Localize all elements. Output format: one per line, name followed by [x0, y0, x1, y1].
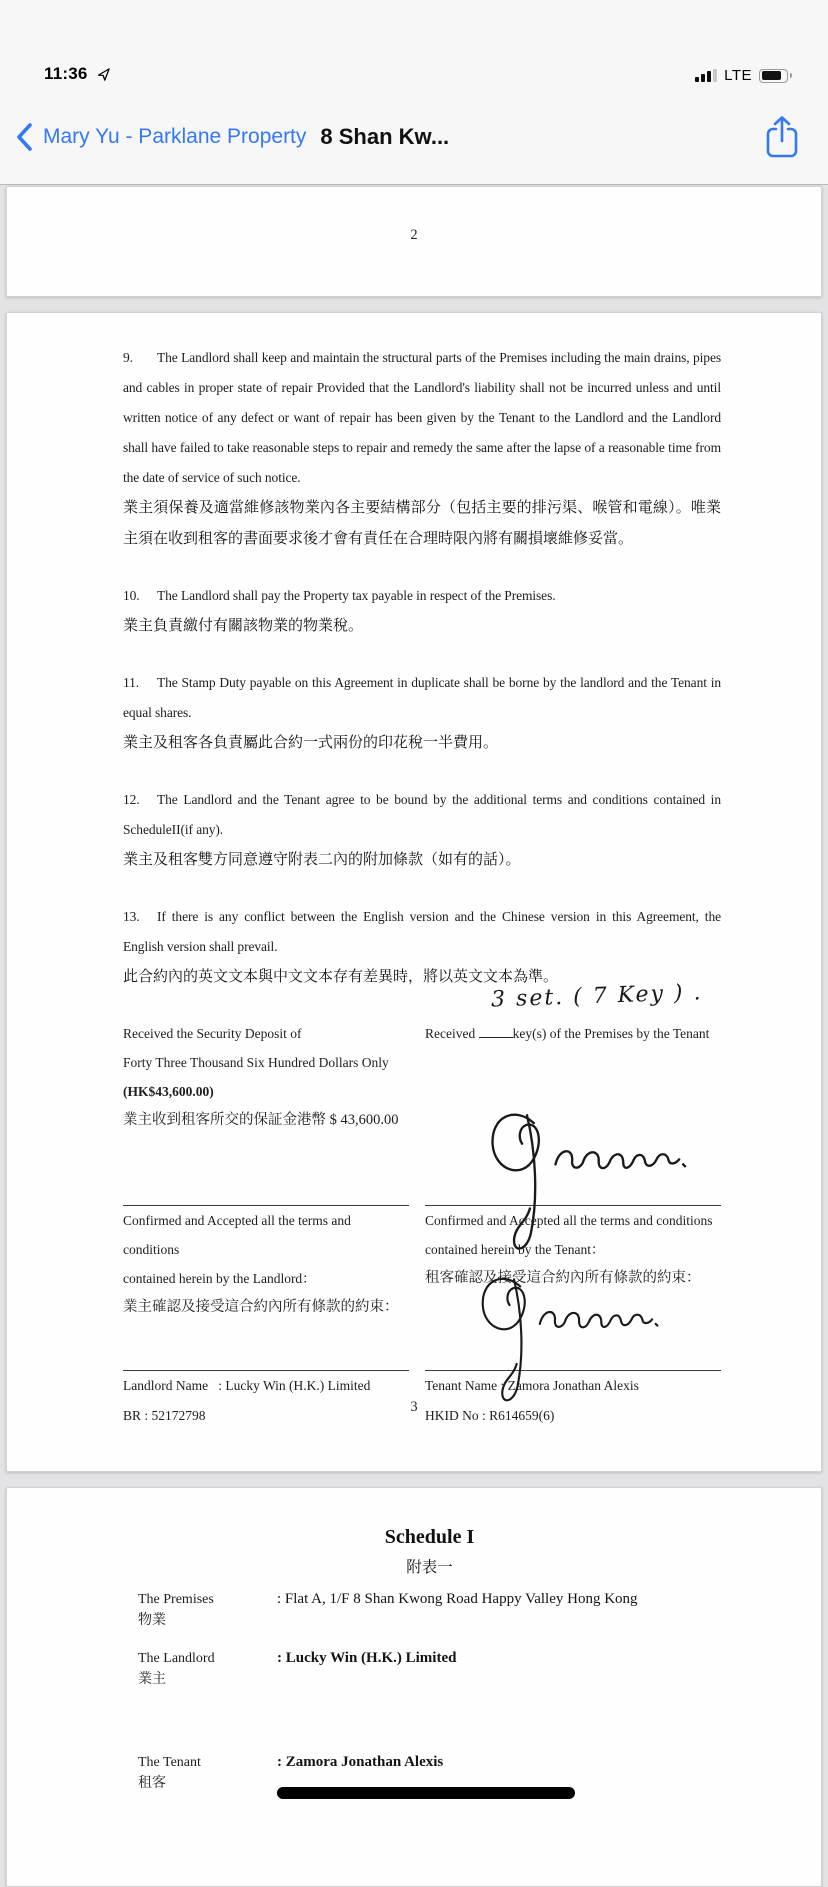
schedule-row-landlord	[138, 1648, 721, 1690]
clause-number: 12.	[123, 792, 140, 807]
confirm-landlord-2: contained herein by the Landlord：	[123, 1271, 316, 1286]
battery-icon	[759, 69, 788, 83]
document-title: 8 Shan Kw...	[320, 124, 450, 149]
schedule-title: Schedule I	[384, 1526, 475, 1548]
back-label: Mary Yu - Parklane Property	[43, 125, 307, 148]
clause-text-zh: 業主負責繳付有關該物業的物業稅。	[123, 618, 364, 634]
clause-text-zh: 業主及租客各負責屬此合約一式兩份的印花稅一半費用。	[123, 735, 499, 751]
keys-blank-field	[479, 1025, 513, 1038]
clause-text-en: 11. The Stamp Duty payable on this Agreement in duplicate shall be borne by the landlord and the Tenant in equal shares.	[123, 668, 721, 728]
status-bar	[0, 0, 828, 90]
nav-bar	[0, 90, 828, 185]
clause-text-zh: 此合約內的英文文本與中文文本存有差異時，將以英文文本為準。	[123, 969, 559, 985]
premises-label-en: The Premises	[138, 1592, 214, 1607]
share-icon	[765, 115, 799, 159]
page-2-card	[6, 186, 822, 297]
clause-text-en: 12. The Landlord and the Tenant agree to be bound by the additional terms and conditions contained in ScheduleII(if any).	[123, 785, 721, 845]
confirm-landlord-1: Confirmed and Accepted all the terms and conditions	[123, 1213, 351, 1257]
clause-13	[123, 902, 721, 993]
schedule-row-premises	[138, 1589, 721, 1631]
clause-number: 13.	[123, 909, 140, 924]
security-deposit-block	[123, 1019, 409, 1135]
confirm-tenant-zh: 租客確認及接受這合約內所有條款的約束：	[425, 1270, 701, 1286]
document-scroll-area[interactable]	[0, 186, 828, 1792]
clause-text-en: 13. If there is any conflict between the English version and the Chinese version in this Agreement, the English version shall prevail.	[123, 902, 721, 962]
premises-value: : Flat A, 1/F 8 Shan Kwong Road Happy Valley Hong Kong	[277, 1591, 638, 1607]
page-3-card	[6, 312, 822, 1472]
tenant-hkid: HKID No : R614659(6)	[425, 1408, 555, 1423]
tenant-label-zh: 租客	[138, 1776, 166, 1791]
landlord-br-number: BR : 52172798	[123, 1408, 206, 1423]
location-arrow-icon	[96, 67, 111, 82]
tenant-signature	[473, 1107, 689, 1255]
clause-text-zh: 業主及租客雙方同意遵守附表二內的附加條款（如有的話）。	[123, 852, 521, 868]
deposit-line-2: Forty Three Thousand Six Hundred Dollars Only	[123, 1055, 389, 1070]
clause-number: 9.	[123, 350, 133, 365]
confirm-tenant-2: contained herein by the Tenant：	[425, 1242, 605, 1257]
tenant-label-en: The Tenant	[138, 1755, 201, 1770]
premises-label-zh: 物業	[138, 1613, 166, 1628]
clause-number: 10.	[123, 588, 140, 603]
clause-text-en: 9. The Landlord shall keep and maintain the structural parts of the Premises including the main drains, pipes and cables in proper state of repair Provided that the Landlord's liability shall not be incurred unless and until written notice of any defect or want of repair has been given by the Tenant to the Landlord and the Landlord shall have failed to take reasonable steps to repair and remedy the same after the lapse of a reasonable time from the date of service of such notice.	[123, 343, 721, 493]
confirm-tenant-1: Confirmed and Accepted all the terms and conditions	[425, 1213, 713, 1228]
landlord-label-en: The Landlord	[138, 1651, 215, 1666]
clock-label: 11:36	[44, 64, 88, 83]
deposit-amount: (HK$43,600.00)	[123, 1084, 214, 1099]
redaction-bar	[277, 1787, 575, 1799]
tenant-name: Tenant Name : Zamora Jonathan Alexis	[425, 1378, 639, 1393]
landlord-name: Landlord Name : Lucky Win (H.K.) Limited	[123, 1378, 371, 1393]
deposit-line-1: Received the Security Deposit of	[123, 1026, 302, 1041]
landlord-label-zh: 業主	[138, 1672, 166, 1687]
keys-received-line: Received key(s) of the Premises by the Tenant	[425, 1026, 710, 1041]
clause-text-en: 10. The Landlord shall pay the Property tax payable in respect of the Premises.	[123, 581, 721, 611]
chevron-left-icon	[16, 122, 33, 152]
schedule-page-card	[6, 1487, 822, 1887]
tenant-signature-2	[465, 1272, 661, 1406]
clause-11	[123, 668, 721, 759]
clause-9	[123, 343, 721, 555]
deposit-line-zh: 業主收到租客所交的保証金港幣 $ 43,600.00	[123, 1112, 399, 1128]
share-button[interactable]	[758, 111, 806, 163]
schedule-subtitle: 附表一	[406, 1559, 453, 1576]
landlord-value: : Lucky Win (H.K.) Limited	[277, 1650, 457, 1666]
clause-10	[123, 581, 721, 642]
confirm-landlord-zh: 業主確認及接受這合約內所有條款的約束：	[123, 1299, 399, 1315]
page-2-number: 2	[410, 227, 418, 243]
page-3-number: 3	[410, 1399, 418, 1415]
back-button[interactable]	[16, 122, 306, 152]
landlord-confirm-block	[123, 1135, 409, 1322]
network-type-label: LTE	[724, 67, 752, 84]
clause-text-zh: 業主須保養及適當維修該物業內各主要結構部分（包括主要的排污渠、喉管和電線）。唯業主須在收到租客的書面要求後才會有責任在合理時限內將有關損壞維修妥當。	[123, 500, 721, 547]
tenant-value: : Zamora Jonathan Alexis	[277, 1754, 444, 1770]
keys-handwriting-note: 3 set. ( 7 Key ) .	[490, 980, 703, 1013]
clause-number: 11.	[123, 675, 140, 690]
clause-12	[123, 785, 721, 876]
cellular-signal-icon	[695, 69, 717, 82]
